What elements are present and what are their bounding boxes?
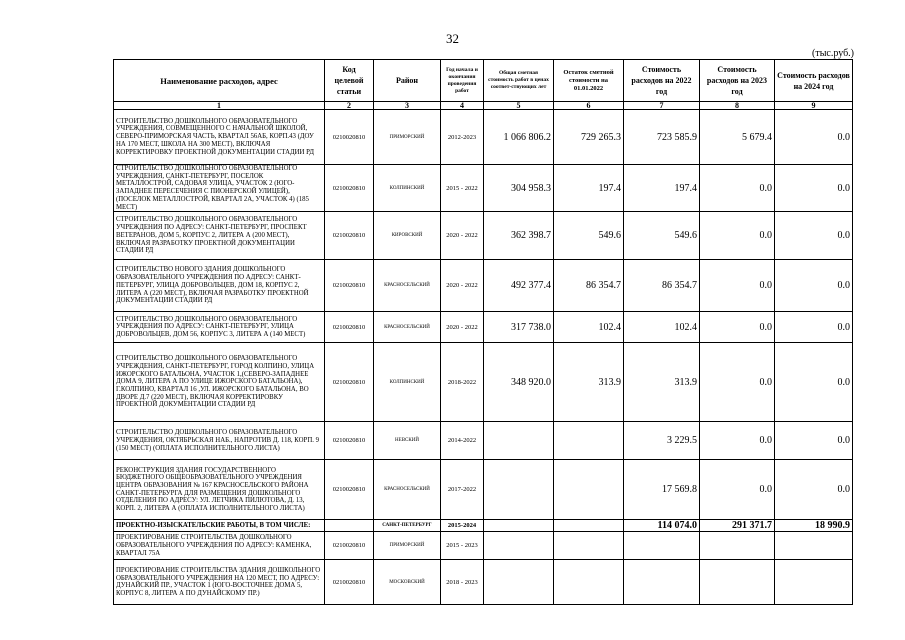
row-district: МОСКОВСКИЙ bbox=[374, 560, 441, 605]
row-balance: 197.4 bbox=[554, 165, 624, 212]
row-estimate: 348 920.0 bbox=[484, 343, 554, 422]
row-2023: 5 679.4 bbox=[700, 110, 775, 165]
row-estimate: 362 398.7 bbox=[484, 212, 554, 260]
row-estimate bbox=[484, 520, 554, 532]
row-balance: 549.6 bbox=[554, 212, 624, 260]
row-code: 0210020810 bbox=[325, 532, 374, 560]
page-number: 32 bbox=[446, 31, 459, 46]
header-estimate: Общая сметная стоимость работ в ценах соответ-ствующих лет bbox=[484, 60, 554, 102]
row-2022: 549.6 bbox=[624, 212, 700, 260]
row-balance bbox=[554, 532, 624, 560]
column-number: 9 bbox=[775, 102, 853, 110]
row-code: 0210020810 bbox=[325, 343, 374, 422]
row-2024: 0.0 bbox=[775, 165, 853, 212]
row-2024: 0.0 bbox=[775, 460, 853, 520]
table-row bbox=[114, 165, 853, 212]
table-row bbox=[114, 560, 853, 605]
row-2024: 0.0 bbox=[775, 343, 853, 422]
row-2023: 0.0 bbox=[700, 260, 775, 312]
row-district: КРАСНОСЕЛЬСКИЙ bbox=[374, 260, 441, 312]
table-row bbox=[114, 312, 853, 343]
row-balance bbox=[554, 422, 624, 460]
row-name: СТРОИТЕЛЬСТВО ДОШКОЛЬНОГО ОБРАЗОВАТЕЛЬНОГО УЧРЕЖДЕНИЯ, САНКТ-ПЕТЕРБУРГ, ПОСЕЛОК МЕТАЛЛОСТРОЙ, САДОВАЯ УЛИЦА, УЧАСТОК 2 (ЮГО-ЗАПАДНЕЕ ПЕРЕСЕЧЕНИЯ С ПИОНЕРСКОЙ УЛИЦЕЙ), (ПОСЕЛОК МЕТАЛЛОСТРОЙ, КВАРТАЛ 2А, УЧАСТОК 4) (185 МЕСТ) bbox=[114, 165, 325, 212]
row-name: СТРОИТЕЛЬСТВО ДОШКОЛЬНОГО ОБРАЗОВАТЕЛЬНОГО УЧРЕЖДЕНИЯ, СОВМЕЩЕННОГО С НАЧАЛЬНОЙ ШКОЛОЙ, СЕВЕРО-ПРИМОРСКАЯ ЧАСТЬ, КВАРТАЛ 56АБ, КОРП.43 (ДОУ НА 170 МЕСТ, ШКОЛА НА 300 МЕСТ), ВКЛЮЧАЯ КОРРЕКТИРОВКУ ПРОЕКТНОЙ ДОКУМЕНТАЦИИ СТАДИИ РД bbox=[114, 110, 325, 165]
row-years: 2020 - 2022 bbox=[441, 260, 484, 312]
row-district: КОЛПИНСКИЙ bbox=[374, 343, 441, 422]
row-2023 bbox=[700, 532, 775, 560]
row-name: СТРОИТЕЛЬСТВО ДОШКОЛЬНОГО ОБРАЗОВАТЕЛЬНОГО УЧРЕЖДЕНИЯ ПО АДРЕСУ: САНКТ-ПЕТЕРБУРГ, ПРОСПЕКТ ВЕТЕРАНОВ, ДОМ 5, КОРПУС 2, ЛИТЕРА А (200 МЕСТ), ВКЛЮЧАЯ РАЗРАБОТКУ ПРОЕКТНОЙ ДОКУМЕНТАЦИИ СТАДИИ РД bbox=[114, 212, 325, 260]
row-2023: 0.0 bbox=[700, 460, 775, 520]
row-balance bbox=[554, 520, 624, 532]
row-estimate bbox=[484, 460, 554, 520]
column-number: 3 bbox=[374, 102, 441, 110]
row-name: РЕКОНСТРУКЦИЯ ЗДАНИЯ ГОСУДАРСТВЕННОГО БЮДЖЕТНОГО ОБЩЕОБРАЗОВАТЕЛЬНОГО УЧРЕЖДЕНИЯ ЦЕНТРА ОБРАЗОВАНИЯ № 167 КРАСНОСЕЛЬСКОГО РАЙОНА САНКТ-ПЕТЕРБУРГА ДЛЯ РАЗМЕЩЕНИЯ ДОШКОЛЬНОГО ОТДЕЛЕНИЯ ПО АДРЕСУ: УЛ. ЛЕТЧИКА ПИЛЮТОВА, Д. 13, КОРП. 2, ЛИТЕРА А (ОПЛАТА ИСПОЛНИТЕЛЬНОГО ЛИСТА) bbox=[114, 460, 325, 520]
row-2023: 291 371.7 bbox=[700, 520, 775, 532]
row-balance: 729 265.3 bbox=[554, 110, 624, 165]
row-years: 2020 - 2022 bbox=[441, 212, 484, 260]
row-2022: 3 229.5 bbox=[624, 422, 700, 460]
table-row bbox=[114, 460, 853, 520]
column-number: 8 bbox=[700, 102, 775, 110]
row-2024 bbox=[775, 560, 853, 605]
column-number: 2 bbox=[325, 102, 374, 110]
budget-table bbox=[113, 59, 853, 605]
row-balance bbox=[554, 560, 624, 605]
row-estimate bbox=[484, 532, 554, 560]
row-balance: 313.9 bbox=[554, 343, 624, 422]
row-2022 bbox=[624, 532, 700, 560]
table-row bbox=[114, 422, 853, 460]
row-name: ПРОЕКТНО-ИЗЫСКАТЕЛЬСКИЕ РАБОТЫ, В ТОМ ЧИСЛЕ: bbox=[114, 520, 325, 532]
table-row-section bbox=[114, 520, 853, 532]
row-code: 0210020810 bbox=[325, 165, 374, 212]
table-row bbox=[114, 532, 853, 560]
row-name: ПРОЕКТИРОВАНИЕ СТРОИТЕЛЬСТВА ЗДАНИЯ ДОШКОЛЬНОГО ОБРАЗОВАТЕЛЬНОГО УЧРЕЖДЕНИЯ НА 120 МЕСТ, ПО АДРЕСУ: ДУНАЙСКИЙ ПР., УЧАСТОК 1 (ЮГО-ВОСТОЧНЕЕ ДОМА 5, КОРПУС 8, ЛИТЕРА А ПО ДУНАЙСКОМУ ПР.) bbox=[114, 560, 325, 605]
table-row bbox=[114, 343, 853, 422]
row-years: 2018-2022 bbox=[441, 343, 484, 422]
row-2024: 0.0 bbox=[775, 212, 853, 260]
row-code: 0210020810 bbox=[325, 422, 374, 460]
row-estimate bbox=[484, 560, 554, 605]
row-2023 bbox=[700, 560, 775, 605]
row-district: ПРИМОРСКИЙ bbox=[374, 532, 441, 560]
row-2022 bbox=[624, 560, 700, 605]
row-code: 0210020810 bbox=[325, 560, 374, 605]
row-2023: 0.0 bbox=[700, 312, 775, 343]
row-estimate: 317 738.0 bbox=[484, 312, 554, 343]
column-number-row bbox=[114, 102, 853, 110]
row-district: САНКТ-ПЕТЕРБУРГ bbox=[374, 520, 441, 532]
row-2022: 102.4 bbox=[624, 312, 700, 343]
row-district: КИРОВСКИЙ bbox=[374, 212, 441, 260]
row-balance bbox=[554, 460, 624, 520]
row-2022: 313.9 bbox=[624, 343, 700, 422]
column-number: 6 bbox=[554, 102, 624, 110]
row-code: 0210020810 bbox=[325, 312, 374, 343]
row-balance: 86 354.7 bbox=[554, 260, 624, 312]
row-estimate: 492 377.4 bbox=[484, 260, 554, 312]
row-2024 bbox=[775, 532, 853, 560]
header-2024: Стоимость расходов на 2024 год bbox=[775, 60, 853, 102]
header-balance: Остаток сметной стоимости на 01.01.2022 bbox=[554, 60, 624, 102]
row-code bbox=[325, 520, 374, 532]
header-district: Район bbox=[374, 60, 441, 102]
row-name: ПРОЕКТИРОВАНИЕ СТРОИТЕЛЬСТВА ДОШКОЛЬНОГО ОБРАЗОВАТЕЛЬНОГО УЧРЕЖДЕНИЯ ПО АДРЕСУ: КАМЕНКА, КВАРТАЛ 75А bbox=[114, 532, 325, 560]
row-2022: 723 585.9 bbox=[624, 110, 700, 165]
row-2023: 0.0 bbox=[700, 165, 775, 212]
row-name: СТРОИТЕЛЬСТВО ДОШКОЛЬНОГО ОБРАЗОВАТЕЛЬНОГО УЧРЕЖДЕНИЯ ПО АДРЕСУ: САНКТ-ПЕТЕРБУРГ, УЛИЦА ДОБРОВОЛЬЦЕВ, ДОМ 56, КОРПУС 3, ЛИТЕРА А (140 МЕСТ) bbox=[114, 312, 325, 343]
column-number: 5 bbox=[484, 102, 554, 110]
row-district: НЕВСКИЙ bbox=[374, 422, 441, 460]
header-code: Код целевой статьи bbox=[325, 60, 374, 102]
column-number: 4 bbox=[441, 102, 484, 110]
row-2023: 0.0 bbox=[700, 212, 775, 260]
row-years: 2015-2024 bbox=[441, 520, 484, 532]
row-2022: 114 074.0 bbox=[624, 520, 700, 532]
row-district: КОЛПИНСКИЙ bbox=[374, 165, 441, 212]
row-2023: 0.0 bbox=[700, 422, 775, 460]
row-years: 2017-2022 bbox=[441, 460, 484, 520]
row-2024: 18 990.9 bbox=[775, 520, 853, 532]
table-row bbox=[114, 110, 853, 165]
row-district: ПРИМОРСКИЙ bbox=[374, 110, 441, 165]
table-row bbox=[114, 260, 853, 312]
row-2024: 0.0 bbox=[775, 260, 853, 312]
row-district: КРАСНОСЕЛЬСКИЙ bbox=[374, 312, 441, 343]
row-estimate: 304 958.3 bbox=[484, 165, 554, 212]
row-estimate bbox=[484, 422, 554, 460]
row-years: 2015 - 2023 bbox=[441, 532, 484, 560]
row-code: 0210020810 bbox=[325, 460, 374, 520]
row-years: 2012-2023 bbox=[441, 110, 484, 165]
header-2022: Стоимость расходов на 2022 год bbox=[624, 60, 700, 102]
unit-label: (тыс.руб.) bbox=[812, 48, 855, 59]
row-code: 0210020810 bbox=[325, 212, 374, 260]
column-number: 7 bbox=[624, 102, 700, 110]
header-name: Наименование расходов, адрес bbox=[114, 60, 325, 102]
row-code: 0210020810 bbox=[325, 260, 374, 312]
table-header bbox=[114, 60, 853, 110]
row-balance: 102.4 bbox=[554, 312, 624, 343]
row-2024: 0.0 bbox=[775, 422, 853, 460]
row-years: 2020 - 2022 bbox=[441, 312, 484, 343]
header-2023: Стоимость расходов на 2023 год bbox=[700, 60, 775, 102]
row-years: 2015 - 2022 bbox=[441, 165, 484, 212]
row-2024: 0.0 bbox=[775, 312, 853, 343]
row-2022: 17 569.8 bbox=[624, 460, 700, 520]
row-district: КРАСНОСЕЛЬСКИЙ bbox=[374, 460, 441, 520]
header-row bbox=[114, 60, 853, 102]
row-years: 2018 - 2023 bbox=[441, 560, 484, 605]
row-estimate: 1 066 806.2 bbox=[484, 110, 554, 165]
table-row bbox=[114, 212, 853, 260]
table-body bbox=[114, 110, 853, 605]
row-2022: 197.4 bbox=[624, 165, 700, 212]
row-code: 0210020810 bbox=[325, 110, 374, 165]
row-years: 2014-2022 bbox=[441, 422, 484, 460]
row-name: СТРОИТЕЛЬСТВО ДОШКОЛЬНОГО ОБРАЗОВАТЕЛЬНОГО УЧРЕЖДЕНИЯ, ОКТЯБРЬСКАЯ НАБ., НАПРОТИВ Д. 118, КОРП. 9 (150 МЕСТ) (ОПЛАТА ИСПОЛНИТЕЛЬНОГО ЛИСТА) bbox=[114, 422, 325, 460]
row-2023: 0.0 bbox=[700, 343, 775, 422]
row-name: СТРОИТЕЛЬСТВО ДОШКОЛЬНОГО ОБРАЗОВАТЕЛЬНОГО УЧРЕЖДЕНИЯ, САНКТ-ПЕТЕРБУРГ, ГОРОД КОЛПИНО, УЛИЦА ИЖОРСКОГО БАТАЛЬОНА, УЧАСТОК 1,(СЕВЕРО-ЗАПАДНЕЕ ДОМА 9, ЛИТЕРА А ПО УЛИЦЕ ИЖОРСКОГО БАТАЛЬОНА), Г.КОЛПИНО, КВАРТАЛ 16 ,УЛ. ИЖОРСКОГО БАТАЛЬОНА, ВО ДВОРЕ Д.7 (220 МЕСТ), ВКЛЮЧАЯ КОРРЕКТИРОВКУ ПРОЕКТНОЙ ДОКУМЕНТАЦИИ СТАДИИ РД bbox=[114, 343, 325, 422]
column-number: 1 bbox=[114, 102, 325, 110]
row-2024: 0.0 bbox=[775, 110, 853, 165]
row-2022: 86 354.7 bbox=[624, 260, 700, 312]
row-name: СТРОИТЕЛЬСТВО НОВОГО ЗДАНИЯ ДОШКОЛЬНОГО ОБРАЗОВАТЕЛЬНОГО УЧРЕЖДЕНИЯ ПО АДРЕСУ: САНКТ-ПЕТЕРБУРГ, УЛИЦА ДОБРОВОЛЬЦЕВ, ДОМ 18, КОРПУС 2, ЛИТЕРА А (220 МЕСТ), ВКЛЮЧАЯ РАЗРАБОТКУ ПРОЕКТНОЙ ДОКУМЕНТАЦИИ СТАДИИ РД bbox=[114, 260, 325, 312]
header-years: Год начала и окончания проведения работ bbox=[441, 60, 484, 102]
